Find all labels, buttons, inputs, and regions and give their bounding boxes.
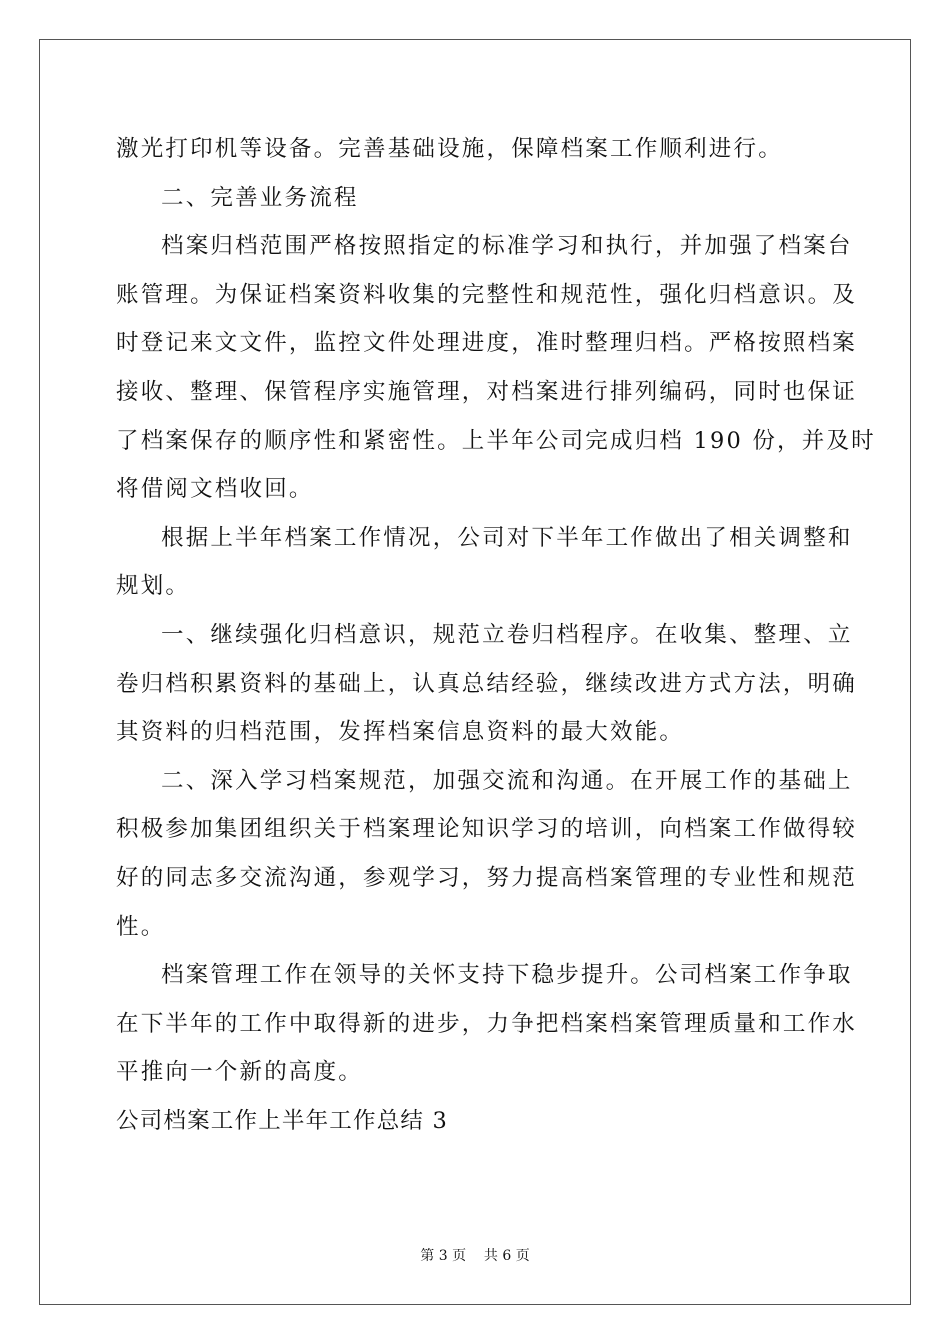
paragraph-line: 卷归档积累资料的基础上，认真总结经验，继续改进方式方法，明确: [116, 670, 858, 697]
paragraph-line: 根据上半年档案工作情况，公司对下半年工作做出了相关调整和: [161, 524, 853, 551]
paragraph-line: 了档案保存的顺序性和紧密性。上半年公司完成归档 190 份，并及时: [116, 427, 876, 454]
section-subheading: 二、完善业务流程: [161, 184, 359, 211]
paragraph-line: 在下半年的工作中取得新的进步，力争把档案档案管理质量和工作水: [116, 1010, 858, 1037]
paragraph-line: 平推向一个新的高度。: [116, 1059, 364, 1086]
paragraph-line: 性。: [116, 913, 166, 940]
page-footer: [0, 1245, 950, 1265]
paragraph-line: 账管理。为保证档案资料收集的完整性和规范性，强化归档意识。及: [116, 281, 858, 308]
paragraph-line: 档案归档范围严格按照指定的标准学习和执行，并加强了档案台: [161, 233, 853, 260]
paragraph-line: 将借阅文档收回。: [116, 476, 314, 503]
page-total: 共 6 页: [483, 1248, 530, 1264]
document-body: [116, 125, 876, 1145]
page-number: 第 3 页: [420, 1248, 467, 1264]
section-heading: 公司档案工作上半年工作总结 3: [116, 1107, 448, 1134]
paragraph-line: 规划。: [116, 573, 191, 600]
paragraph-line: 一、继续强化归档意识，规范立卷归档程序。在收集、整理、立: [161, 621, 853, 648]
paragraph-line: 接收、整理、保管程序实施管理，对档案进行排列编码，同时也保证: [116, 378, 858, 405]
paragraph-line: 其资料的归档范围，发挥档案信息资料的最大效能。: [116, 719, 685, 746]
paragraph-line: 时登记来文文件，监控文件处理进度，准时整理归档。严格按照档案: [116, 330, 858, 357]
paragraph-line: 积极参加集团组织关于档案理论知识学习的培训，向档案工作做得较: [116, 816, 858, 843]
paragraph-line: 激光打印机等设备。完善基础设施，保障档案工作顺利进行。: [116, 136, 783, 162]
paragraph-line: 好的同志多交流沟通，参观学习，努力提高档案管理的专业性和规范: [116, 864, 858, 891]
paragraph-line: 档案管理工作在领导的关怀支持下稳步提升。公司档案工作争取: [161, 962, 853, 989]
paragraph-line: 二、深入学习档案规范，加强交流和沟通。在开展工作的基础上: [161, 767, 853, 794]
